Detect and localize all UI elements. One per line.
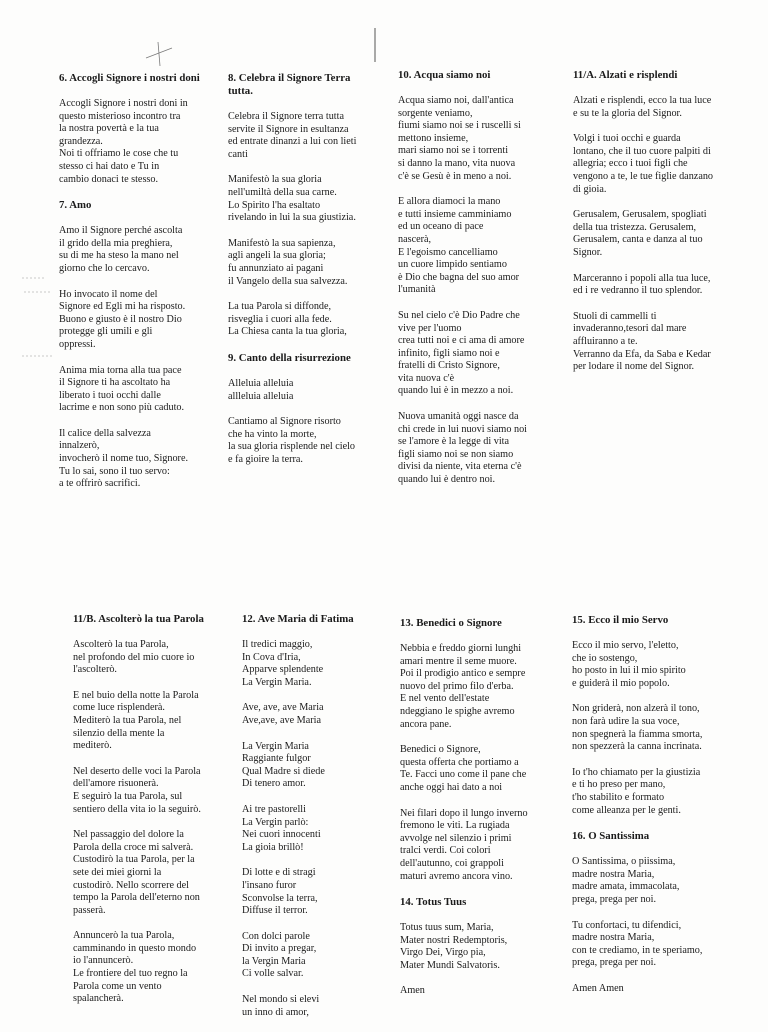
- song-title: 10. Acqua siamo noi: [398, 69, 491, 81]
- song-column-4: [573, 69, 751, 387]
- lyric-stanza: Ecco il mio servo, l'eletto, che io sostengo, ho posto in lui il mio spirito e guiderà il mio popolo.: [572, 640, 686, 689]
- lyric-stanza: Io t'ho chiamato per la giustizia e ti ho preso per mano, t'ho stabilito e formato come alleanza per le genti.: [572, 766, 701, 816]
- lyric-stanza: Il calice della salvezza innalzerò, invocherò il nome tuo, Signore. Tu lo sai, sono il tuo servo: a te offrirò sacrifici.: [59, 427, 189, 490]
- lyric-stanza: Ai tre pastorelli La Vergin parlò: Nei cuori innocenti La gioia brillò!: [242, 803, 321, 853]
- lyric-stanza: Stuoli di cammelli ti invaderanno,tesori dal mare affluiranno a te. Verranno da Efa, da Saba e Kedar per lodare il nome del Signor.: [573, 310, 711, 373]
- song-title: 9. Canto della risurrezione: [228, 351, 351, 364]
- lyric-stanza: Nel passaggio del dolore la Parola della croce mi salverà. Custodirò la tua Parola, per la sete dei miei giorni la custodirò. Nello scorrere del tempo la Parola dell'eterno non passerà.: [73, 829, 200, 916]
- lyric-stanza: Con dolci parole Di invito a pregar, la Vergin Maria Ci volle salvar.: [242, 930, 317, 980]
- lyric-stanza: Benedici o Signore, questa offerta che portiamo a Te. Facci uno come il pane che anche oggi hai dato a noi: [400, 744, 527, 793]
- lyric-stanza: Nel mondo si elevi un inno di amor,: [242, 994, 320, 1018]
- song-title: 11/B. Ascolterò la tua Parola: [73, 613, 204, 625]
- lyric-stanza: Ave, ave, ave Maria Ave,ave, ave Maria: [242, 702, 324, 726]
- song-column-1: [59, 72, 227, 504]
- lyric-stanza: Il tredici maggio, In Cova d'Iria, Apparve splendente La Vergin Maria.: [242, 639, 324, 688]
- song-title: 7. Amo: [59, 199, 92, 212]
- lyric-stanza: Tu confortaci, tu difendici, madre nostra Maria, con te crediamo, in te speriamo, prega, prega per noi.: [572, 919, 703, 969]
- lyric-stanza: Non griderà, non alzerà il tono, non farà udire la sua voce, non spegnerà la fiamma smorta, non spezzerà la canna incrinata.: [572, 703, 703, 753]
- lyric-stanza: Manifestò la sua sapienza, agli angeli la sua gloria; fu annunziato ai pagani il Vangelo della sua salvezza.: [228, 237, 348, 287]
- lyric-stanza: Accogli Signore i nostri doni in questo misterioso incontro tra la nostra povertà e la tua grandezza. Noi ti offriamo le cose che tu stesso ci hai dato e Tu in cambio donaci te stesso.: [59, 98, 188, 185]
- song-column-3: [398, 69, 558, 500]
- song-title: 6. Accogli Signore i nostri doni: [59, 72, 200, 84]
- lyric-stanza: Nebbia e freddo giorni lunghi amari mentre il seme muore. Poi il prodigio antico e sempre nuovo del primo filo d'erba. E nel vento dell'estate ndeggiano le spighe avremo ancora pane.: [400, 643, 526, 730]
- song-column-7: [400, 617, 565, 1011]
- lyric-stanza: Su nel cielo c'è Dio Padre che vive per l'uomo crea tutti noi e ci ama di amore infinito, figli siamo noi e fratelli di Cristo Signore, vita nuova c'è quando lui è in mezzo a noi.: [398, 309, 525, 397]
- lyric-stanza: O Santissima, o piissima, madre nostra Maria, madre amata, immacolata, prega, prega per noi.: [572, 856, 680, 905]
- song-column-6: [242, 613, 380, 1032]
- song-title: 13. Benedici o Signore: [400, 617, 502, 629]
- lyric-stanza: Alleluia alleluia allleluia alleluia: [228, 377, 294, 402]
- song-title: 15. Ecco il mio Servo: [572, 614, 669, 626]
- song-title: 12. Ave Maria di Fatima: [242, 613, 354, 625]
- lyric-stanza: Amo il Signore perché ascolta il grido della mia preghiera, su di me ha steso la mano nel giorno che lo cercavo.: [59, 225, 183, 274]
- lyric-stanza: Cantiamo al Signore risorto che ha vinto la morte, la sua gloria risplende nel cielo e fa gioire la terra.: [228, 416, 356, 465]
- song-title: 14. Totus Tuus: [400, 896, 467, 909]
- lyric-stanza: La tua Parola si diffonde, risveglia i cuori alla fede. La Chiesa canta la tua gloria,: [228, 301, 347, 338]
- lyric-stanza: Manifestò la sua gloria nell'umiltà della sua carne. Lo Spirito l'ha esaltato rivelando in lui la sua giustizia.: [228, 174, 356, 224]
- pen-cross-mark: [140, 40, 180, 70]
- lyric-stanza: Ho invocato il nome del Signore ed Egli mi ha risposto. Buono e giusto è il nostro Dio protegge gli umili e gli oppressi.: [59, 288, 186, 350]
- lyric-stanza: Volgi i tuoi occhi e guarda lontano, che il tuo cuore palpiti di allegria; ecco i tuoi figli che vengono a te, le tue figlie danzano di gioia.: [573, 133, 714, 195]
- lyric-stanza: Alzati e risplendi, ecco la tua luce e su te la gloria del Signor.: [573, 95, 712, 119]
- lyric-stanza: Nei filari dopo il lungo inverno fremono le viti. La rugiada avvolge nel silenzio i primi tralci verdi. Coi colori dell'autunno, coi grappoli maturi avremo ancora vino.: [400, 807, 528, 882]
- margin-line-mark: [372, 28, 378, 64]
- lyric-stanza: Anima mia torna alla tua pace il Signore ti ha ascoltato ha liberato i tuoi occhi dalle lacrime e non sono più caduto.: [59, 364, 185, 414]
- lyric-stanza: E allora diamoci la mano e tutti insieme camminiamo ed un oceano di pace nascerà, E l'egoismo cancelliamo un cuore limpido sentiamo è Dio che bagna del suo amor l'umanità: [398, 196, 520, 296]
- lyric-stanza: Amen: [400, 985, 425, 997]
- lyric-stanza: La Vergin Maria Raggiante fulgor Qual Madre si diede Di tenero amor.: [242, 740, 325, 790]
- lyric-stanza: Nuova umanità oggi nasce da chi crede in lui nuovi siamo noi se l'amore è la legge di vita figli siamo noi se non siamo divisi da niente, vita eterna c'è quando lui è dentro noi.: [398, 411, 528, 486]
- song-title: 8. Celebra il Signore Terra tutta.: [228, 72, 351, 97]
- song-title: 11/A. Alzati e risplendi: [573, 69, 678, 81]
- lyric-stanza: Nel deserto delle voci la Parola dell'amore risuonerà. E seguirò la tua Parola, sul sentiero della vita io la seguirò.: [73, 765, 201, 815]
- song-column-8: [572, 614, 750, 1008]
- lyric-stanza: Di lotte e di stragi l'insano furor Sconvolse la terra, Diffuse il terror.: [242, 867, 318, 917]
- song-column-5: [73, 613, 233, 1019]
- lyric-stanza: Annuncerò la tua Parola, camminando in questo mondo io l'annuncerò. Le frontiere del tuo regno la Parola come un vento spalancherà.: [73, 930, 197, 1005]
- margin-smudge-mark: [20, 270, 54, 370]
- song-title: 16. O Santissima: [572, 830, 650, 843]
- lyric-stanza: Acqua siamo noi, dall'antica sorgente veniamo, fiumi siamo noi se i ruscelli si mettono insieme, mari siamo noi se i torrenti si danno la mano, vita nuova c'è se Gesù è in meno a noi.: [398, 95, 521, 182]
- lyric-stanza: Totus tuus sum, Maria, Mater nostri Redemptoris, Virgo Dei, Virgo pia, Mater Mundi Salvatoris.: [400, 922, 508, 971]
- lyric-stanza: Ascolterò la tua Parola, nel profondo del mio cuore io l'ascolterò.: [73, 639, 195, 676]
- lyric-stanza: Gerusalem, Gerusalem, spogliati della tua tristezza. Gerusalem, Gerusalem, canta e danza al tuo Signor.: [573, 209, 707, 258]
- lyric-stanza: Celebra il Signore terra tutta servite il Signore in esultanza ed entrate dinanzi a lui con lieti canti: [228, 111, 357, 160]
- lyric-stanza: Marceranno i popoli alla tua luce, ed i re vedranno il tuo splendor.: [573, 272, 711, 297]
- lyric-stanza: Amen Amen: [572, 982, 624, 994]
- song-column-2: [228, 72, 378, 479]
- lyric-stanza: E nel buio della notte la Parola come luce risplenderà. Mediterò la tua Parola, nel silenzio della mente la mediterò.: [73, 689, 199, 752]
